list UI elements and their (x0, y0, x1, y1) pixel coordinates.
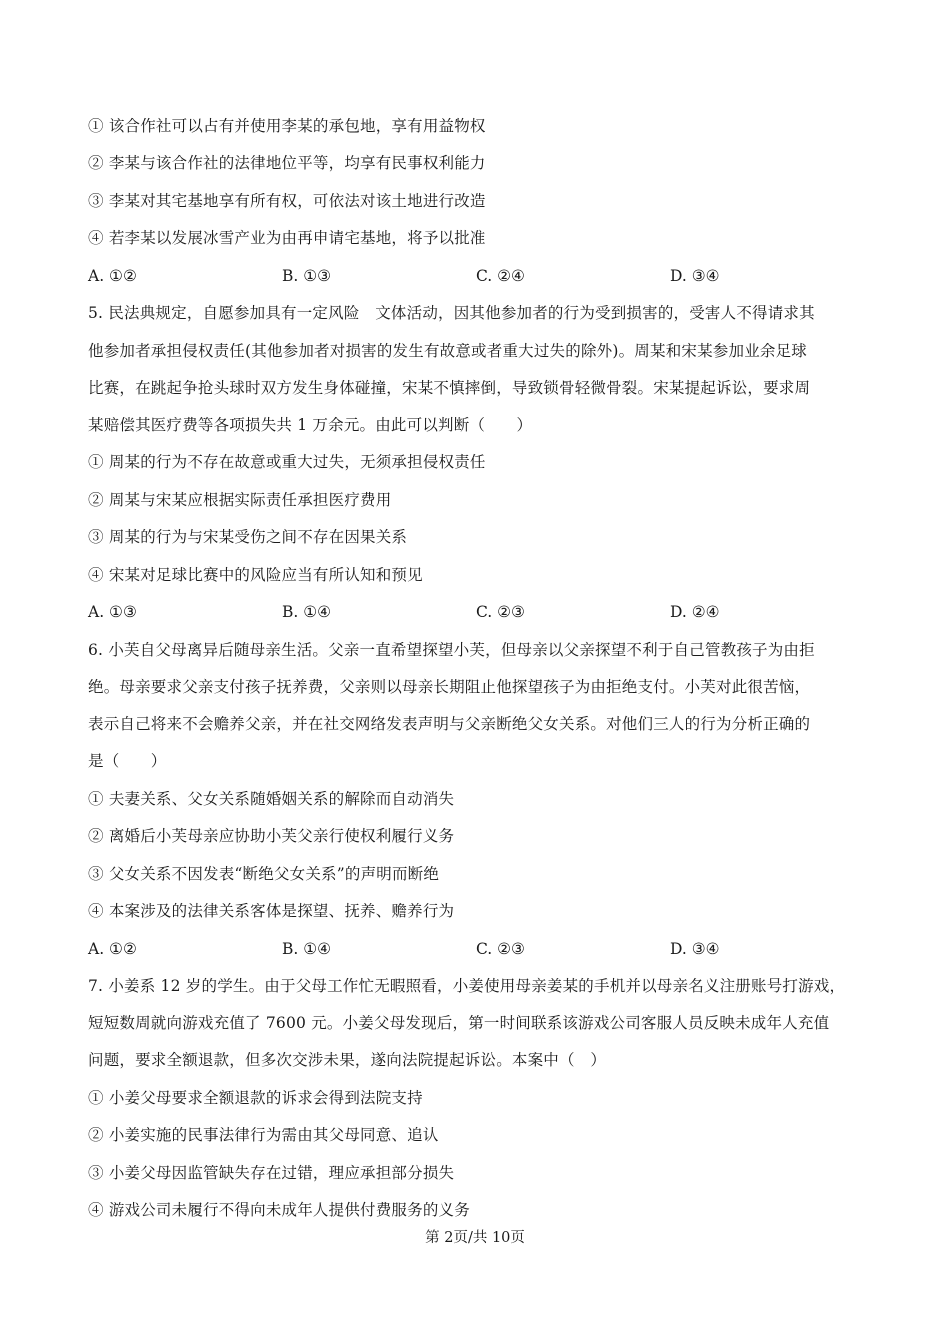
q7-item-1: ① 小姜父母要求全额退款的诉求会得到法院支持 (88, 1089, 423, 1107)
q6-item-1: ① 夫妻关系、父女关系随婚姻关系的解除而自动消失 (88, 790, 455, 808)
q6-item-2: ② 离婚后小芙母亲应协助小芙父亲行使权利履行义务 (88, 827, 455, 845)
q5-item-1: ① 周某的行为不存在故意或重大过失，无须承担侵权责任 (88, 453, 486, 471)
q6-option-c: C. ②③ (476, 940, 525, 958)
q6-item-4: ④ 本案涉及的法律关系客体是探望、抚养、赡养行为 (88, 902, 455, 920)
q7-item-3: ③ 小姜父母因监管缺失存在过错，理应承担部分损失 (88, 1164, 455, 1182)
q4-option-d: D. ③④ (670, 267, 720, 285)
q5-option-b: B. ①④ (282, 603, 332, 621)
q6-stem-line-4: 是（ ） (88, 752, 167, 770)
q5-stem-line-2: 他参加者承担侵权责任(其他参加者对损害的发生有故意或者重大过失的除外)。周某和宋某参加业余足球 (88, 342, 807, 360)
q5-stem-line-3: 比赛，在跳起争抢头球时双方发生身体碰撞，宋某不慎摔倒，导致锁骨轻微骨裂。宋某提起诉讼，要求周 (88, 379, 811, 397)
q6-stem-line-1: 6. 小芙自父母离异后随母亲生活。父亲一直希望探望小芙，但母亲以父亲探望不利于自己管教孩子为由拒 (88, 641, 815, 659)
q4-item-2: ② 李某与该合作社的法律地位平等，均享有民事权利能力 (88, 154, 486, 172)
q4-item-1: ① 该合作社可以占有并使用李某的承包地，享有用益物权 (88, 117, 486, 135)
q5-answer-options (88, 602, 868, 622)
q5-item-2: ② 周某与宋某应根据实际责任承担医疗费用 (88, 491, 392, 509)
q4-option-b: B. ①③ (282, 267, 332, 285)
q6-stem-line-2: 绝。母亲要求父亲支付孩子抚养费，父亲则以母亲长期阻止他探望孩子为由拒绝支付。小芙对此很苦恼， (88, 678, 811, 696)
q7-stem-line-1: 7. 小姜系 12 岁的学生。由于父母工作忙无暇照看，小姜使用母亲姜某的手机并以母亲名义注册账号打游戏， (88, 977, 846, 995)
q6-option-a: A. ①② (88, 940, 137, 958)
q6-answer-options (88, 939, 868, 959)
q4-option-c: C. ②④ (476, 267, 525, 285)
q5-option-d: D. ②④ (670, 603, 720, 621)
q4-item-3: ③ 李某对其宅基地享有所有权，可依法对该土地进行改造 (88, 192, 486, 210)
q7-item-2: ② 小姜实施的民事法律行为需由其父母同意、追认 (88, 1126, 439, 1144)
q5-option-a: A. ①③ (88, 603, 137, 621)
q6-item-3: ③ 父女关系不因发表“断绝父女关系”的声明而断绝 (88, 865, 440, 883)
q7-stem-line-3: 问题，要求全额退款，但多次交涉未果，遂向法院提起诉讼。本案中（ ） (88, 1051, 607, 1069)
q6-option-d: D. ③④ (670, 940, 720, 958)
q5-option-c: C. ②③ (476, 603, 525, 621)
page-number-footer: 第 2页/共 10页 (425, 1230, 525, 1246)
q5-item-3: ③ 周某的行为与宋某受伤之间不存在因果关系 (88, 528, 408, 546)
q4-answer-options (88, 266, 868, 286)
q4-option-a: A. ①② (88, 267, 137, 285)
q6-stem-line-3: 表示自己将来不会赡养父亲，并在社交网络发表声明与父亲断绝父女关系。对他们三人的行为分析正确的 (88, 715, 811, 733)
q4-item-4: ④ 若李某以发展冰雪产业为由再申请宅基地，将予以批准 (88, 229, 486, 247)
q6-option-b: B. ①④ (282, 940, 332, 958)
q5-stem-line-4: 某赔偿其医疗费等各项损失共 1 万余元。由此可以判断（ ） (88, 416, 533, 434)
q5-stem-line-1: 5. 民法典规定，自愿参加具有一定风险 文体活动，因其他参加者的行为受到损害的，受害人不得请求其 (88, 304, 815, 322)
q7-item-4: ④ 游戏公司未履行不得向未成年人提供付费服务的义务 (88, 1201, 470, 1219)
q5-item-4: ④ 宋某对足球比赛中的风险应当有所认知和预见 (88, 566, 423, 584)
q7-stem-line-2: 短短数周就向游戏充值了 7600 元。小姜父母发现后，第一时间联系该游戏公司客服人员反映未成年人充值 (88, 1014, 830, 1032)
